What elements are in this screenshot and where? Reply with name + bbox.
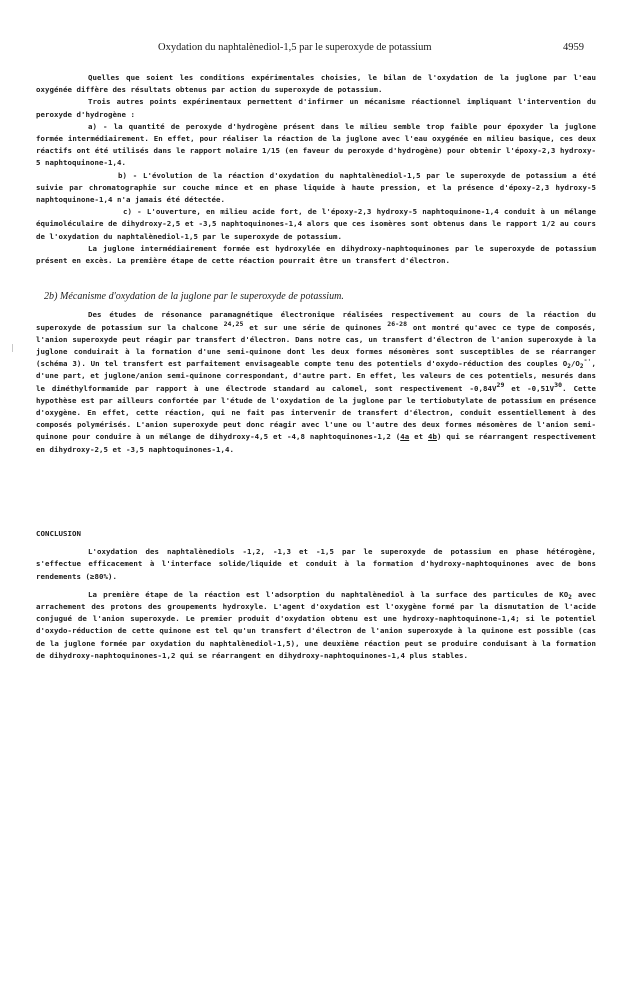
running-title: Oxydation du naphtalènediol-1,5 par le superoxyde de potassium xyxy=(158,42,432,53)
article-body xyxy=(36,72,596,662)
paragraph-result-comparison: Quelles que soient les conditions expérimentales choisies, le bilan de l'oxydation de la juglone par l'eau oxygénée diffère des résultats obtenus par action du superoxyde de potassium. xyxy=(36,73,596,95)
paragraph-conclusion-mechanism: La première étape de la réaction est l'adsorption du naphtalènediol à la surface des particules de $KO_2$ avec arrachement des protons des groupements hydroxyle. L'agent d'oxydation est l'oxygène formé par la dismutation de l'acide conjugué de l'anion superoxyde. Le premier produit d'oxydation obtenu est une hydroxy-naphtoquinone-1,4; si le potentiel d'oxydo-réduction de cette quinone est tel qu'un transfert d'électron de l'anion superoxyde à la quinone est possible (cas de la juglone formée par oxydation du naphtalènediol-1,5), une deuxième réaction peut se produire conduisant à la formation de dihydroxy-naphtoquinones-1,2 qui se réarrangent en dihydroxy-naphtoquinones-1,4 plus stables. xyxy=(36,589,596,660)
paragraph-epr-studies: Des études de résonance paramagnétique électronique réalisées respectivement au cours de la réaction du superoxyde de potassium sur la chalcone $^{24,25}$ et sur une série de quinones $^{26-28}$ ont montré qu'avec ce type de composés, l'anion superoxyde peut réagir par transfert d'électron. Dans notre cas, un transfert d'électron de l'anion superoxyde à la juglone conduirait à la formation d'une semi-quinone dont les deux formes mésomères sont susceptibles de se réarranger (schéma 3). Un tel transfert est parfaitement envisageable compte tenu des potentiels d'oxydo-réduction des couples $O_2/O_2^{-\cdot}$, d'une part, et juglone/anion semi-quinone correspondant, d'autre part. En effet, les valeurs de ces potentiels, mesurés dans le diméthylformamide par rapport à une électrode standard au calomel, sont respectivement $-0,84V^{29}$ et $-0,51V^{30}$. Cette hypothèse est par ailleurs confortée par l'étude de l'oxydation de la juglone par le tertiobutylate de potassium en présence d'oxygène. En effet, cette réaction, qui ne fait pas intervenir de transfert d'électron, conduit essentiellement à des composés polymérisés. L'anion superoxyde peut donc réagir avec l'une ou l'autre des deux formes mésomères de l'anion semi-quinone pour conduire à un mélange de dihydroxy-4,5 et -4,8 naphtoquinones-1,2 (4a et 4b) qui se réarrangent respectivement en dihydroxy-2,5 et -3,5 naphtoquinones-1,4. xyxy=(36,310,597,454)
section-title-mechanism: 2b) Mécanisme d'oxydation de la juglone par le superoxyde de potassium. xyxy=(44,291,344,303)
paragraph-point-b: b) - L'évolution de la réaction d'oxydation du naphtalènediol-1,5 par le superoxyde de potassium a été suivie par chromatographie sur couche mince et en phase liquide à haute pression, et la présence d'époxy-2,3 hydroxy-5 naphtoquinone-1,4 n'a jamais été détectée. xyxy=(36,170,596,205)
reference-superscript: 26-28 xyxy=(387,319,408,328)
margin-mark xyxy=(12,344,13,352)
paragraph-point-c: c) - L'ouverture, en milieu acide fort, de l'époxy-2,3 hydroxy-5 naphtoquinone-1,4 conduit à un mélange équimoléculaire de dihydroxy-2,5 et -3,5 naphtoquinones-1,4 alors que ces isomères sont obtenus dans le rapport 1/2 au cours de l'oxydation du naphtalènediol-1,5 par le superoxyde de potassium. xyxy=(36,207,596,241)
reference-superscript: 30 xyxy=(554,380,563,389)
paragraph-point-a: a) - la quantité de peroxyde d'hydrogène présent dans le milieu semble trop faible pour époxyder la juglone formée intermédiairement. En effet, pour réaliser la réaction de la juglone avec l'eau oxygénée en milieu basique, ces deux réactifs ont été utilisés dans le rapport molaire 1/15 (en faveur du peroxyde d'hydrogène) pour obtenir l'époxy-2,3 hydroxy-5 naphtoquinone-1,4. xyxy=(36,121,596,168)
compound-ref-4b: 4b xyxy=(427,432,437,442)
page-header xyxy=(0,42,623,58)
compound-ref-4a: 4a xyxy=(400,432,410,442)
reference-superscript: 29 xyxy=(496,380,505,389)
reference-superscript: 24,25 xyxy=(223,319,244,328)
conclusion-heading: CONCLUSION xyxy=(36,528,81,538)
paragraph-three-points: Trois autres points expérimentaux permettent d'infirmer un mécanisme réactionnel impliquant l'intervention du peroxyde d'hydrogène : xyxy=(36,97,596,119)
paragraph-juglone-hydroxylation: La juglone intermédiairement formée est hydroxylée en dihydroxy-naphtoquinones par le superoxyde de potassium présent en excès. La première étape de cette réaction pourrait être un transfert d'électron. xyxy=(36,243,596,266)
page-number: 4959 xyxy=(563,42,584,53)
paragraph-conclusion-summary: L'oxydation des naphtalènediols -1,2, -1,3 et -1,5 par le superoxyde de potassium en phase hétérogène, s'effectue efficacement à l'interface solide/liquide et conduit à la formation d'hydroxy-naphtoquinones avec de bons rendements (≥80%). xyxy=(36,547,596,581)
